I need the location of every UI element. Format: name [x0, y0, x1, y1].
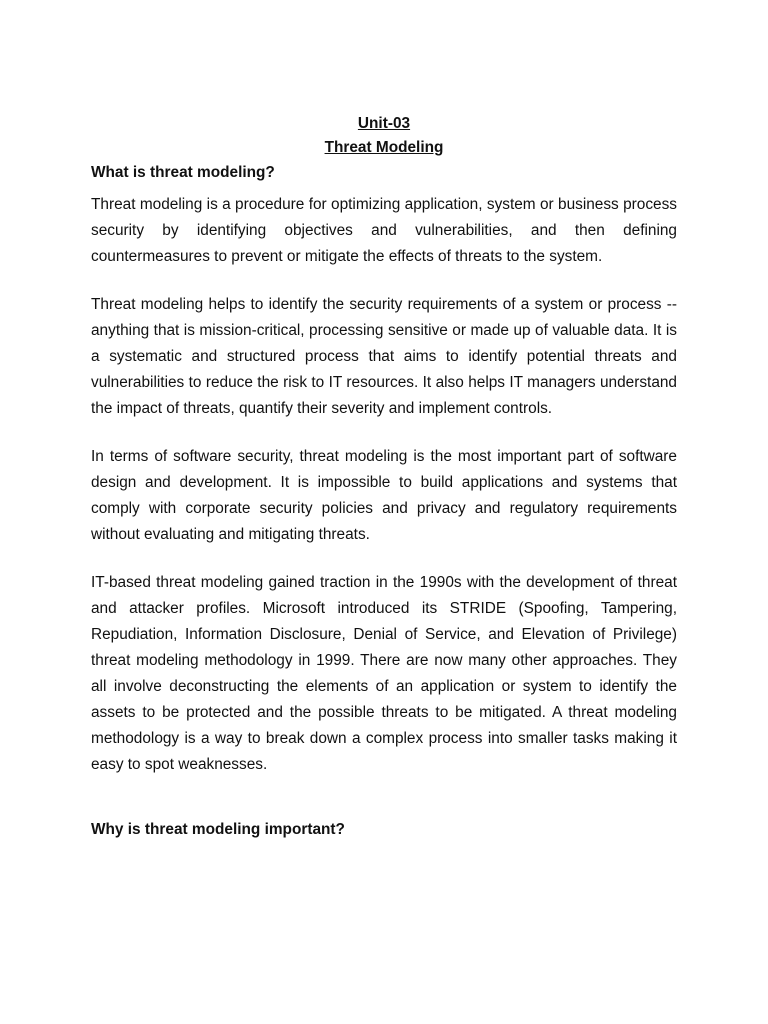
- heading-why-important: Why is threat modeling important?: [91, 821, 345, 838]
- document-content: [91, 112, 677, 849]
- heading-what-is-threat-modeling: What is threat modeling?: [91, 164, 275, 181]
- document-title: Threat Modeling: [324, 139, 444, 156]
- paragraph-4: IT-based threat modeling gained traction in the 1990s with the development of threat and attacker profiles. Microsoft introduced its STRIDE (Spoofing, Tampering, Repudiation, Information Disclosure, Denial of Service, and Elevation of Privilege) threat modeling methodology in 1999. There are now many other approaches. They all involve deconstructing the elements of an application or system to identify the assets to be protected and the possible threats to be mitigated. A threat modeling methodology is a way to break down a complex process into smaller tasks making it easy to spot weaknesses.: [91, 574, 677, 773]
- paragraph-1: Threat modeling is a procedure for optimizing application, system or business process security by identifying objectives and vulnerabilities, and then defining countermeasures to prevent or mitigate the effects of threats to the system.: [91, 196, 677, 265]
- paragraph-3: In terms of software security, threat modeling is the most important part of software design and development. It is impossible to build applications and systems that comply with corporate security policies and privacy and regulatory requirements without evaluating and mitigating threats.: [91, 448, 677, 543]
- paragraph-2: Threat modeling helps to identify the security requirements of a system or process -- anything that is mission-critical, processing sensitive or made up of valuable data. It is a systematic and structured process that aims to identify potential threats and vulnerabilities to reduce the risk to IT resources. It also helps IT managers understand the impact of threats, quantify their severity and implement controls.: [91, 296, 677, 417]
- unit-label: Unit-03: [357, 115, 411, 132]
- title-block: [91, 112, 677, 160]
